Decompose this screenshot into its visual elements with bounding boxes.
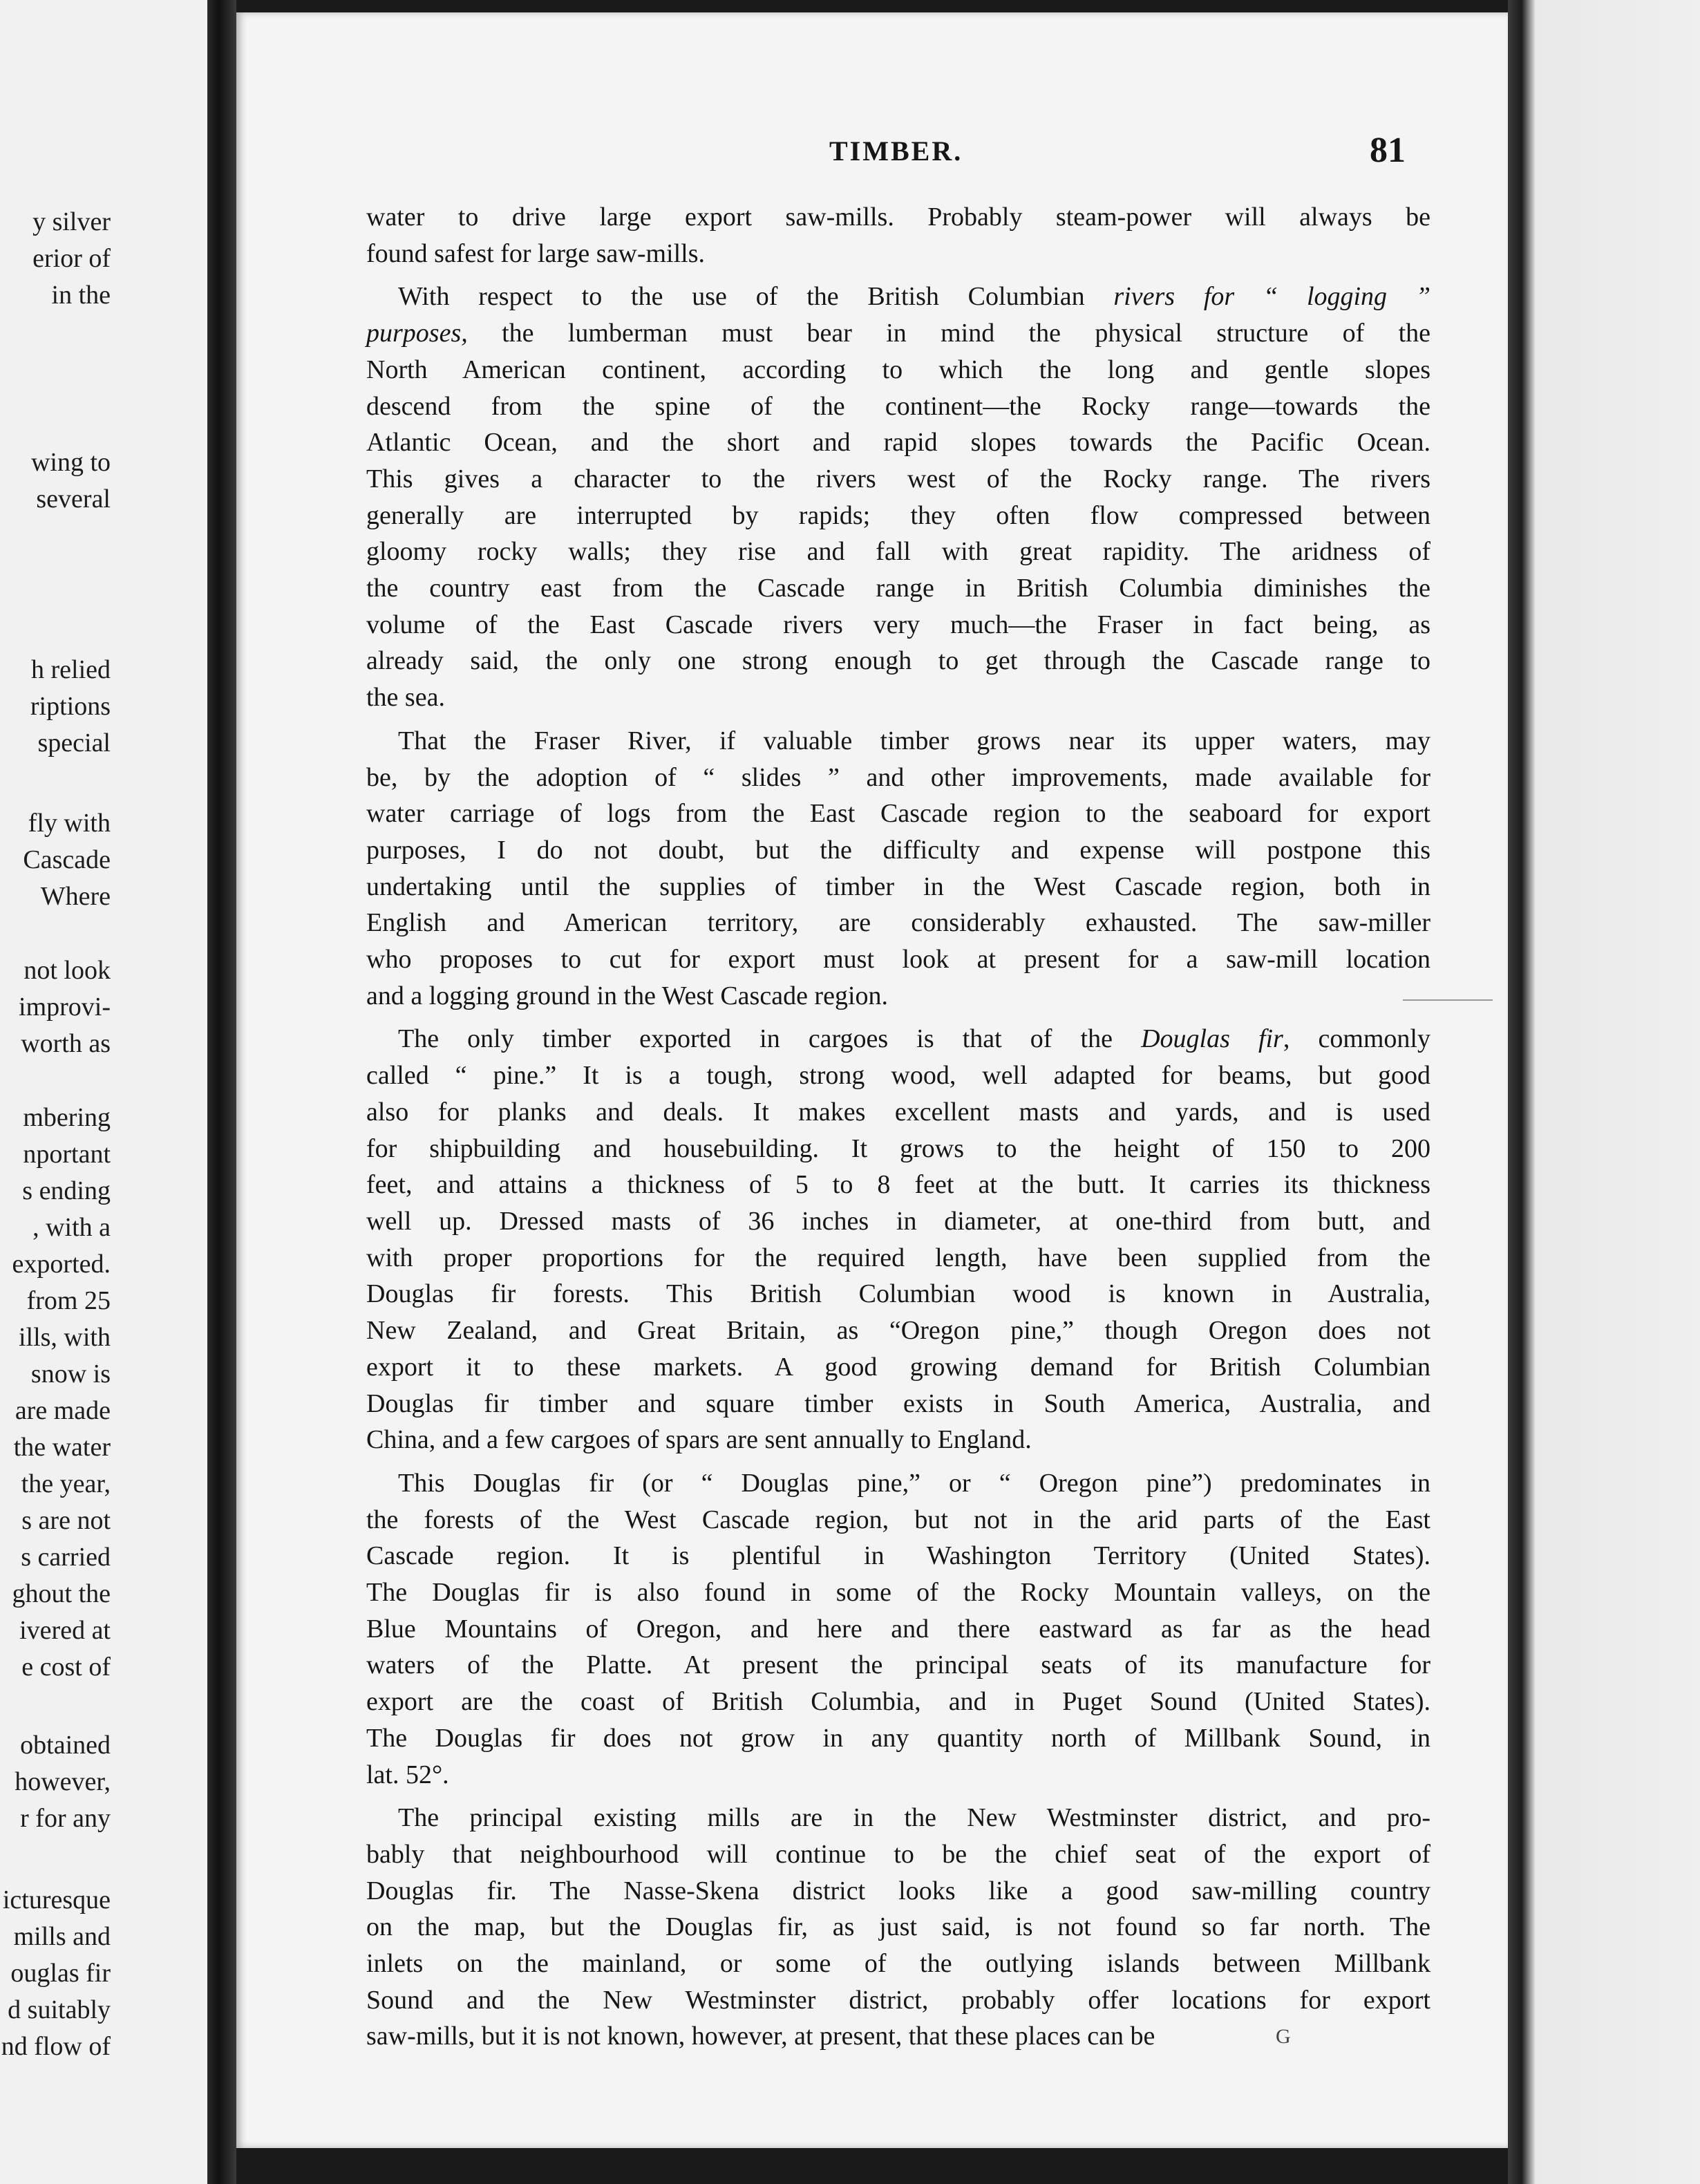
text-line: undertaking until the supplies of timber in the West Cascade region, both in: [366, 872, 1430, 901]
text-line: This Douglas fir (or “ Douglas pine,” or “ Oregon pine”) predominates in: [398, 1468, 1430, 1498]
facing-page-line: y silver: [32, 207, 111, 236]
text-line: generally are interrupted by rapids; they often flow compressed between: [366, 500, 1430, 530]
facing-page-line: , with a: [32, 1213, 111, 1242]
facing-page-line: improvi-: [19, 992, 111, 1022]
text-line: bably that neighbourhood will continue to be the chief seat of the export of: [366, 1839, 1430, 1869]
paragraph: [366, 723, 1430, 1015]
facing-page-line: e cost of: [21, 1653, 111, 1682]
text-line: descend from the spine of the continent—the Rocky range—towards the: [366, 391, 1430, 421]
text-line: purposes, the lumberman must bear in mind the physical structure of the: [366, 319, 1430, 348]
facing-page-line: in the: [51, 281, 111, 310]
text-line: Cascade region. It is plentiful in Washington Territory (United States).: [366, 1541, 1430, 1571]
facing-page-line: fly with: [28, 809, 111, 838]
text-line: Sound and the New Westminster district, probably offer locations for export: [366, 1985, 1430, 2015]
text-line: This gives a character to the rivers west of the Rocky range. The rivers: [366, 464, 1430, 493]
facing-page-line: the water: [13, 1433, 111, 1462]
facing-page-line: d suitably: [8, 1995, 111, 2024]
facing-page-line: r for any: [20, 1804, 111, 1833]
facing-page-line: erior of: [32, 244, 111, 273]
text-line: That the Fraser River, if valuable timber grows near its upper waters, may: [398, 726, 1430, 755]
facing-page-line: exported.: [12, 1250, 111, 1279]
text-line: China, and a few cargoes of spars are sent annually to England.: [366, 1425, 1032, 1455]
paragraph: [366, 199, 1430, 272]
text-line: export it to these markets. A good growing demand for British Columbian: [366, 1352, 1430, 1382]
text-line: already said, the only one strong enough to get through the Cascade range to: [366, 646, 1430, 676]
facing-page-line: ivered at: [19, 1616, 111, 1645]
text-line: and a logging ground in the West Cascade region.: [366, 981, 889, 1010]
text-line: North American continent, according to which the long and gentle slopes: [366, 355, 1430, 384]
running-head: TIMBER.: [829, 135, 963, 167]
text-line: who proposes to cut for export must look at present for a saw-mill location: [366, 945, 1430, 975]
facing-page-line: special: [37, 728, 111, 757]
text-line: The Douglas fir does not grow in any quantity north of Millbank Sound, in: [366, 1723, 1430, 1753]
text-line: for shipbuilding and housebuilding. It grows to the height of 150 to 200: [366, 1133, 1430, 1163]
facing-page-line: obtained: [20, 1731, 111, 1760]
facing-page-line: nd flow of: [1, 2032, 111, 2061]
text-line: called “ pine.” It is a tough, strong wood, well adapted for beams, but good: [366, 1061, 1430, 1091]
paragraph: [366, 1800, 1430, 2055]
facing-page-line: snow is: [30, 1359, 111, 1388]
facing-page-line: s ending: [22, 1176, 111, 1205]
facing-page-line: wing to: [30, 448, 111, 477]
facing-page-line: s carried: [21, 1543, 111, 1572]
text-line: The only timber exported in cargoes is that of the Douglas fir, commonly: [398, 1024, 1430, 1054]
facing-page-line: h relied: [30, 655, 111, 684]
facing-page-line: not look: [23, 956, 111, 985]
facing-page-line: however,: [15, 1767, 111, 1796]
facing-page-line: riptions: [30, 692, 111, 721]
text-line: lat. 52°.: [366, 1760, 449, 1789]
facing-page-line: icturesque: [2, 1885, 111, 1914]
text-line: be, by the adoption of “ slides ” and other improvements, made available for: [366, 762, 1430, 792]
facing-page-line: ghout the: [12, 1579, 111, 1608]
facing-page-line: worth as: [21, 1029, 111, 1058]
page-number: 81: [1370, 131, 1406, 170]
signature-mark: G: [1276, 2025, 1291, 2048]
page-edge: [1508, 0, 1700, 2184]
text-line: Blue Mountains of Oregon, and here and there eastward as far as the head: [366, 1614, 1430, 1644]
text-line: With respect to the use of the British Columbian rivers for “ logging ”: [398, 282, 1430, 312]
text-line: volume of the East Cascade rivers very much—the Fraser in fact being, as: [366, 610, 1430, 639]
text-line: purposes, I do not doubt, but the difficulty and expense will postpone this: [366, 835, 1430, 865]
text-line: Atlantic Ocean, and the short and rapid slopes towards the Pacific Ocean.: [366, 428, 1430, 458]
facing-page-line: ills, with: [18, 1323, 111, 1352]
paragraph: [366, 1465, 1430, 1793]
text-line: water to drive large export saw-mills. Probably steam-power will always be: [366, 203, 1430, 232]
text-line: found safest for large saw-mills.: [366, 238, 706, 268]
text-line: feet, and attains a thickness of 5 to 8 feet at the butt. It carries its thickness: [366, 1170, 1430, 1200]
text-line: export are the coast of British Columbia, and in Puget Sound (United States).: [366, 1687, 1430, 1717]
facing-page-line: Where: [40, 882, 111, 911]
facing-page-line: ouglas fir: [10, 1959, 111, 1988]
text-line: Douglas fir timber and square timber exists in South America, Australia, and: [366, 1388, 1430, 1418]
text-line: on the map, but the Douglas fir, as just said, is not found so far north. The: [366, 1912, 1430, 1942]
text-line: Douglas fir forests. This British Columbian wood is known in Australia,: [366, 1279, 1430, 1309]
paragraph: [366, 1021, 1430, 1458]
facing-page-line: are made: [15, 1396, 111, 1425]
text-line: inlets on the mainland, or some of the outlying islands between Millbank: [366, 1949, 1430, 1979]
paragraph: [366, 279, 1430, 715]
facing-page-line: mills and: [13, 1922, 111, 1951]
text-line: gloomy rocky walls; they rise and fall with great rapidity. The aridness of: [366, 537, 1430, 567]
text-line: the forests of the West Cascade region, but not in the arid parts of the East: [366, 1505, 1430, 1534]
text-line: New Zealand, and Great Britain, as “Oregon pine,” though Oregon does not: [366, 1316, 1430, 1346]
book-gutter: [207, 0, 236, 2184]
text-line: English and American territory, are considerably exhausted. The saw-miller: [366, 908, 1430, 938]
facing-page-line: Cascade: [23, 845, 111, 874]
text-line: the sea.: [366, 683, 445, 713]
facing-page-line: s are not: [21, 1506, 111, 1535]
facing-page: [0, 0, 207, 2184]
text-line: The Douglas fir is also found in some of the Rocky Mountain valleys, on the: [366, 1578, 1430, 1608]
text-line: also for planks and deals. It makes excellent masts and yards, and is used: [366, 1097, 1430, 1127]
text-line: with proper proportions for the required length, have been supplied from the: [366, 1243, 1430, 1272]
facing-page-line: several: [36, 484, 111, 514]
text-line: well up. Dressed masts of 36 inches in diameter, at one-third from butt, and: [366, 1206, 1430, 1236]
text-line: Douglas fir. The Nasse-Skena district looks like a good saw-milling country: [366, 1876, 1430, 1905]
text-line: the country east from the Cascade range in British Columbia diminishes the: [366, 574, 1430, 603]
body-text: [366, 199, 1430, 2062]
text-line: The principal existing mills are in the New Westminster district, and pro-: [398, 1803, 1430, 1833]
text-line: saw-mills, but it is not known, however, at present, that these places can be: [366, 2022, 1155, 2051]
text-line: water carriage of logs from the East Cascade region to the seaboard for export: [366, 799, 1430, 829]
text-line: waters of the Platte. At present the principal seats of its manufacture for: [366, 1650, 1430, 1680]
facing-page-line: nportant: [23, 1140, 111, 1169]
facing-page-line: mbering: [23, 1103, 111, 1132]
facing-page-line: from 25: [26, 1286, 111, 1315]
facing-page-line: the year,: [21, 1469, 111, 1498]
